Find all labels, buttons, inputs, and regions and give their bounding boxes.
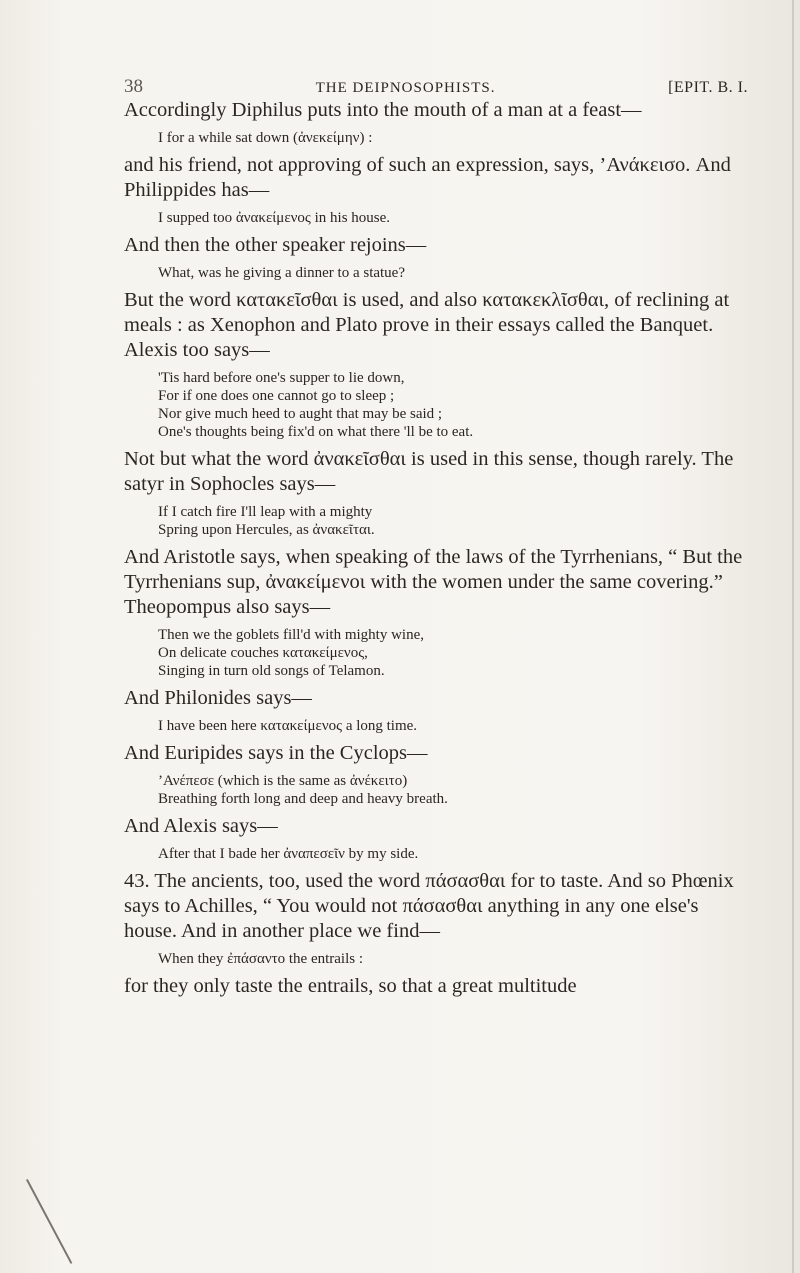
- page-edge-shadow: [792, 0, 794, 1273]
- quotation: [124, 766, 750, 814]
- paragraph: And then the other speaker rejoins—: [124, 234, 427, 256]
- quotation: [124, 620, 750, 686]
- running-title: THE DEIPNOSOPHISTS.: [315, 80, 496, 96]
- section-marker: [EPIT. B. I.: [668, 79, 748, 96]
- quote-line: If I catch fire I'll leap with a mighty: [158, 504, 373, 520]
- paragraph: But the word κατακεῖσθαι is used, and also κατακεκλῖσθαι, of reclining at meals : as Xenophon and Plato prove in their essays called the Banquet. Alexis too says—: [124, 289, 730, 361]
- quote-line: After that I bade her ἀναπεσεῖν by my side.: [158, 846, 419, 862]
- margin-mark: [26, 1179, 72, 1264]
- quote-line: I have been here κατακείμενος a long time.: [158, 718, 418, 734]
- quote-line: I for a while sat down (ἀνεκείμην) :: [158, 130, 373, 146]
- quote-line: I supped too ἀνακείμενος in his house.: [158, 210, 391, 226]
- running-head: [124, 76, 748, 98]
- quotation: [124, 497, 750, 545]
- paragraph: Accordingly Diphilus puts into the mouth of a man at a feast—: [124, 99, 642, 121]
- paragraph: 43. The ancients, too, used the word πάσασθαι for to taste. And so Phœnix says to Achilles, “ You would not πάσασθαι anything in any one else's house. And in another place we find—: [124, 870, 734, 942]
- quotation: [124, 123, 750, 153]
- page-text: [124, 98, 750, 999]
- quote-line: When they ἐπάσαντο the entrails :: [158, 951, 364, 967]
- quote-line: What, was he giving a dinner to a statue?: [158, 265, 406, 281]
- quote-line: Then we the goblets fill'd with mighty wine,: [158, 627, 424, 643]
- quote-line: On delicate couches κατακείμενος,: [158, 645, 368, 661]
- quotation: [124, 363, 750, 447]
- quote-line: Nor give much heed to aught that may be said ;: [158, 406, 443, 422]
- paragraph: And Aristotle says, when speaking of the laws of the Tyrrhenians, “ But the Tyrrhenians sup, ἀνακείμενοι with the women under the same covering.” Theopompus also says—: [124, 546, 743, 618]
- quote-line: ’Ανέπεσε (which is the same as ἀνέκειτο): [158, 773, 408, 789]
- quotation: [124, 944, 750, 974]
- quote-line: 'Tis hard before one's supper to lie down,: [158, 370, 405, 386]
- quotation: [124, 258, 750, 288]
- quote-line: Breathing forth long and deep and heavy breath.: [158, 791, 448, 807]
- quotation: [124, 839, 750, 869]
- quote-line: One's thoughts being fix'd on what there 'll be to eat.: [158, 424, 474, 440]
- quote-line: Singing in turn old songs of Telamon.: [158, 663, 385, 679]
- page-number: 38: [124, 76, 143, 97]
- paragraph: for they only taste the entrails, so that a great multitude: [124, 975, 577, 997]
- paragraph: Not but what the word ἀνακεῖσθαι is used in this sense, though rarely. The satyr in Sophocles says—: [124, 448, 734, 495]
- paragraph: And Philonides says—: [124, 687, 312, 709]
- paragraph: And Euripides says in the Cyclops—: [124, 742, 428, 764]
- quote-line: For if one does one cannot go to sleep ;: [158, 388, 395, 404]
- quote-line: Spring upon Hercules, as ἀνακεῖται.: [158, 522, 375, 538]
- paragraph: and his friend, not approving of such an expression, says, ’Ανάκεισο. And Philippides has—: [124, 154, 731, 201]
- quotation: [124, 203, 750, 233]
- paragraph: And Alexis says—: [124, 815, 278, 837]
- quotation: [124, 711, 750, 741]
